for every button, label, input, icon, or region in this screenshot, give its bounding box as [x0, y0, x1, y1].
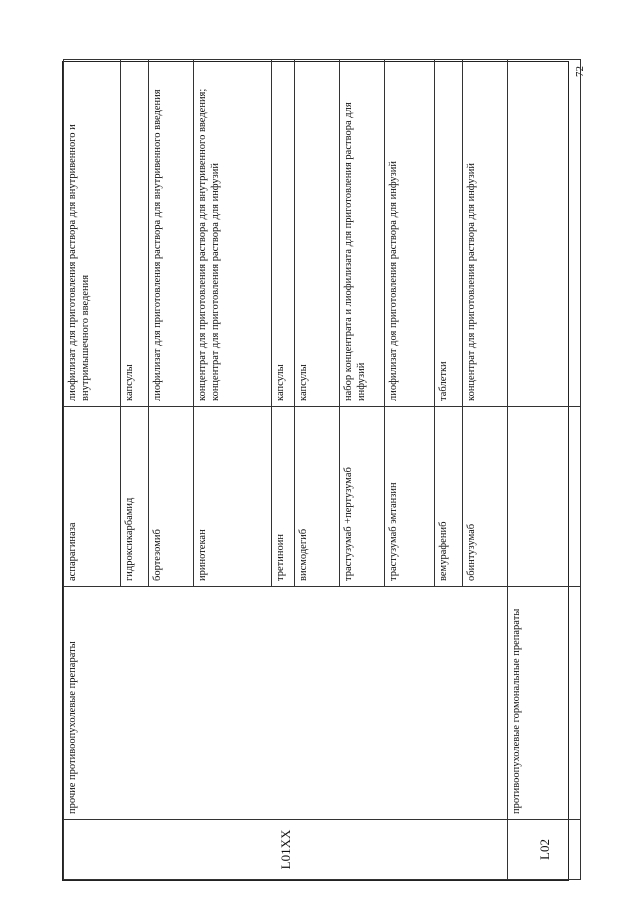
dosage-form-cell: лиофилизат для приготовления раствора для внутривенного введения — [149, 60, 194, 407]
drug-name-cell: бортезомиб — [149, 407, 194, 587]
drug-name-cell: гидроксикарбамид — [121, 407, 149, 587]
drug-name-cell: обинтузумаб — [463, 407, 508, 587]
dosage-form-cell: концентрат для приготовления раствора для инфузий — [463, 60, 508, 407]
drug-name-cell: трастузумаб +пертузумаб — [340, 407, 385, 587]
drug-table-rotated — [62, 61, 569, 881]
dosage-form-cell: концентрат для приготовления раствора для внутривенного введения; концентрат для приготовления раствора для инфузий — [194, 60, 272, 407]
group-name-cell: противоопухолевые гормональные препараты — [508, 587, 581, 820]
drug-name-cell: вемурафениб — [435, 407, 463, 587]
drug-name-cell: иринотекан — [194, 407, 272, 587]
group-name-cell: прочие противоопухолевые препараты — [64, 587, 508, 820]
drug-name-cell: трастузумаб эмтанзин — [385, 407, 435, 587]
drug-name-cell: висмодегиб — [295, 407, 340, 587]
dosage-form-cell: капсулы — [121, 60, 149, 407]
dosage-form-cell: таблетки — [435, 60, 463, 407]
drug-table — [63, 59, 581, 880]
dosage-form-cell: лиофилизат доя приготовления раствора для инфузий — [385, 60, 435, 407]
atc-code-cell: L02 — [508, 820, 581, 880]
dosage-form-cell: набор концентрата и лиофилизата для приготовления раствора для инфузий — [340, 60, 385, 407]
table-row — [64, 60, 121, 880]
drug-name-cell: аспарагиназа — [64, 407, 121, 587]
atc-code-cell: L01XX — [64, 820, 508, 880]
dosage-form-cell: лиофилизат для приготовления раствора для внутривенного и внутримышечного введения — [64, 60, 121, 407]
dosage-form-cell: капсулы — [295, 60, 340, 407]
dosage-form-cell: капсулы — [272, 60, 295, 407]
table-row — [508, 60, 581, 880]
page-number: 72 — [574, 66, 586, 78]
dosage-form-cell — [508, 60, 581, 407]
drug-name-cell: третиноин — [272, 407, 295, 587]
drug-name-cell — [508, 407, 581, 587]
